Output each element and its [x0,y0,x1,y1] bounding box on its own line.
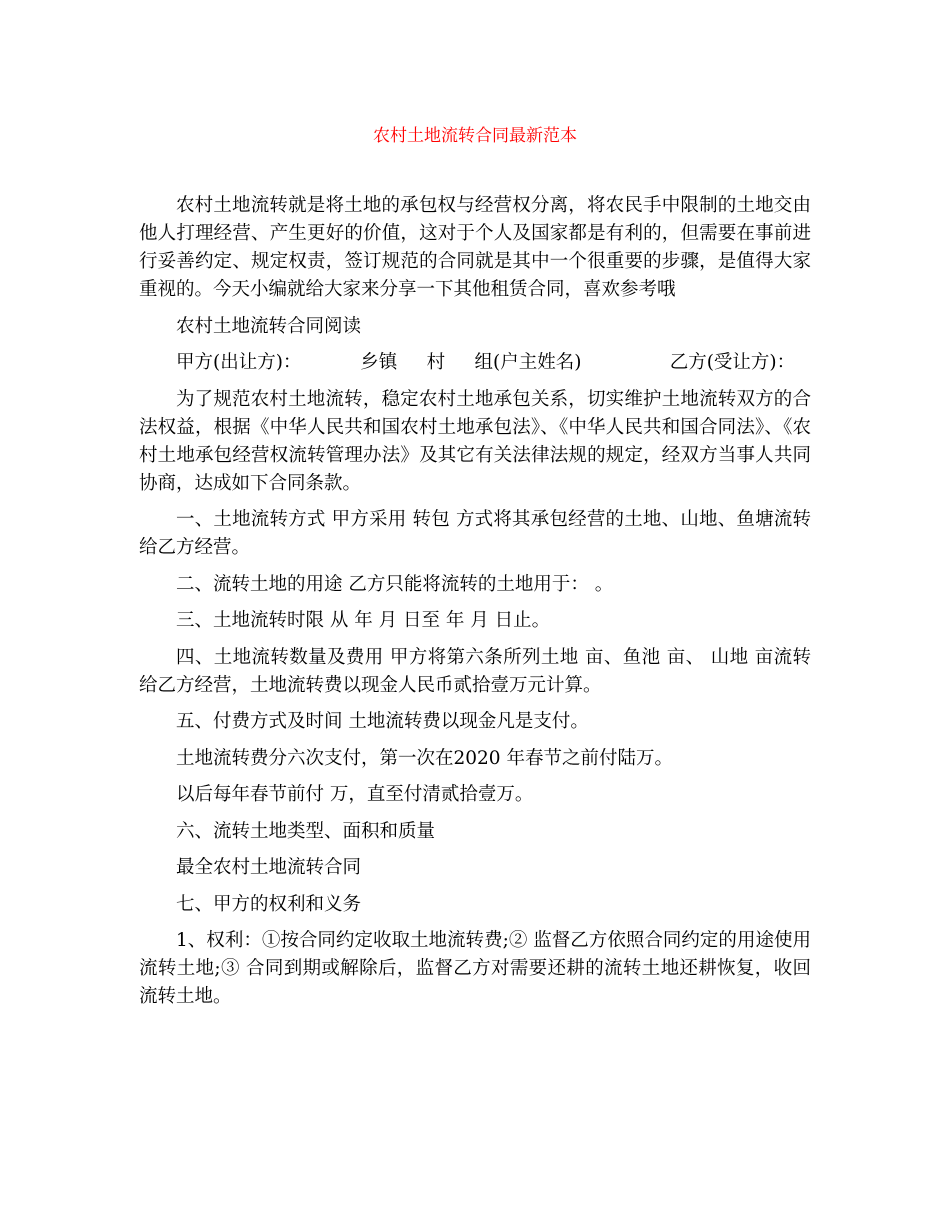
payment-annual-line: 以后每年春节前付 万，直至付清贰拾壹万。 [176,784,534,805]
clause-7: 七、甲方的权利和义务 [176,893,362,915]
link-line: 最全农村土地流转合同 [176,857,362,878]
clause-7-rights: 1、权利：①按合同约定收取土地流转费;② 监督乙方依照合同约定的用途使用流转土地;③ 合同到期或解除后，监督乙方对需要还耕的流转土地还耕恢复，收回流转土地。 [139,930,811,1007]
parties-line: 甲方(出让方)： 乡镇 村 组(户主姓名) 乙方(受让方)： [176,352,796,373]
payment-schedule-line: 土地流转费分六次支付，第一次在2020 年春节之前付陆万。 [176,747,673,769]
clause-5: 五、付费方式及时间 土地流转费以现金凡是支付。 [176,711,589,732]
section-heading: 农村土地流转合同阅读 [176,315,362,337]
clause-4: 四、土地流转数量及费用 甲方将第六条所列土地 亩、鱼池 亩、 山地 亩流转给乙方经营，土地流转费以现金人民币贰拾壹万元计算。 [139,646,811,696]
document-title: 农村土地流转合同最新范本 [373,126,577,146]
clause-3: 三、土地流转时限 从 年 月 日至 年 月 日止。 [176,610,551,631]
clause-2: 二、流转土地的用途 乙方只能将流转的土地用于： 。 [176,573,614,595]
clause-1: 一、土地流转方式 甲方采用 转包 方式将其承包经营的土地、山地、鱼塘流转给乙方经营。 [139,509,811,558]
clause-6: 六、流转土地类型、面积和质量 [176,820,436,842]
intro-paragraph: 农村土地流转就是将土地的承包权与经营权分离，将农民手中限制的土地交由他人打理经营、产生更好的价值，这对于个人及国家都是有利的，但需要在事前进行妥善约定、规定权责，签订规范的合同就是其中一个很重要的步骤，是值得大家重视的。今天小编就给大家来分享一下其他租赁合同，喜欢参考哦 [139,195,811,300]
preamble-paragraph: 为了规范农村土地流转，稳定农村土地承包关系，切实维护土地流转双方的合法权益，根据《中华人民共和国农村土地承包法》、《中华人民共和国合同法》、《农村土地承包经营权流转管理办法》及其它有关法律法规的规定，经双方当事人共同协商，达成如下合同条款。 [139,388,811,494]
document-body [139,192,811,1020]
